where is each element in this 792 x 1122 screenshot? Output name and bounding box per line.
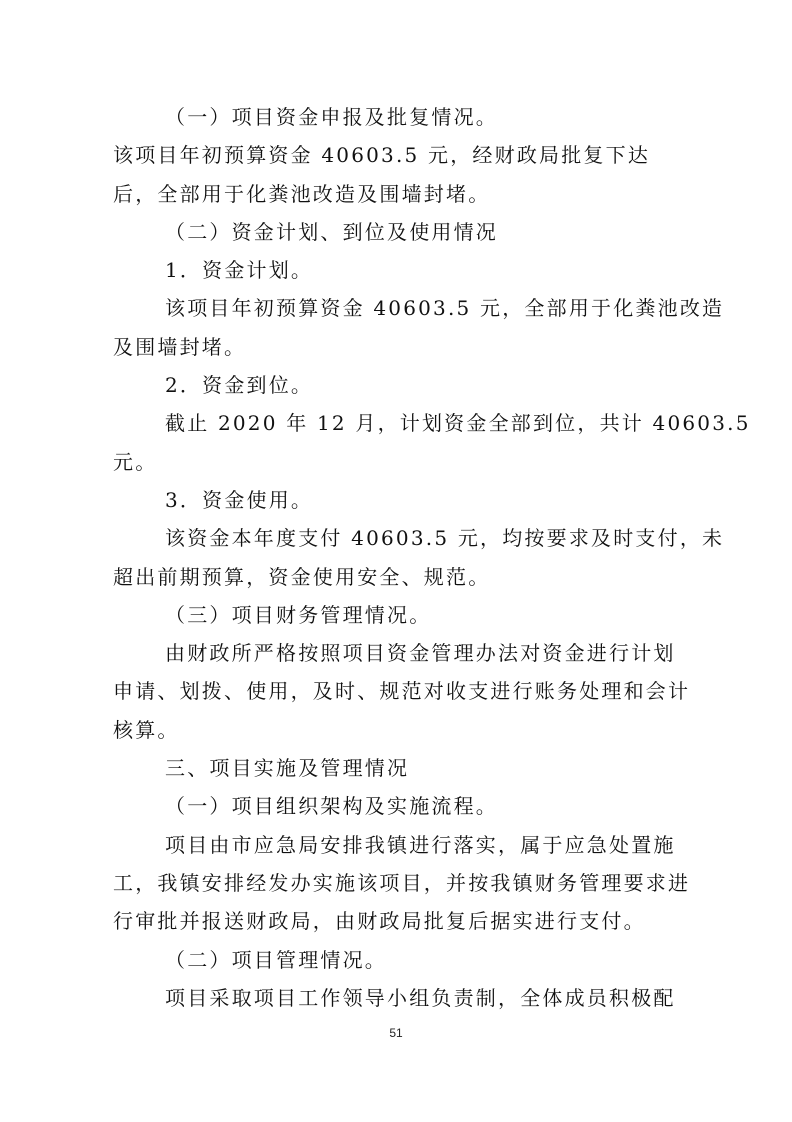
paragraph-budget-approval <box>113 136 675 213</box>
paragraph-organization <box>113 826 691 941</box>
text-line: （二）项目管理情况。 <box>165 947 387 972</box>
text-line: 工，我镇安排经发办实施该项目，并按我镇财务管理要求进 <box>113 870 691 895</box>
heading-funding-usage <box>113 481 675 519</box>
page-number: 51 <box>389 1026 403 1040</box>
paragraph-funding-arrival <box>113 404 751 481</box>
text-line: 及围墙封堵。 <box>113 334 247 359</box>
text-line: 项目由市应急局安排我镇进行落实，属于应急处置施 <box>165 832 676 857</box>
document-body <box>113 98 751 1017</box>
text-line: 该项目年初预算资金 40603.5 元，经财政局批复下达 <box>113 143 651 168</box>
text-line: 截止 2020 年 12 月，计划资金全部到位，共计 40603.5 <box>165 411 751 436</box>
text-line: 元。 <box>113 449 158 474</box>
paragraph-funding-usage <box>113 519 725 596</box>
text-line: 1．资金计划。 <box>165 258 314 283</box>
heading-organization <box>113 787 675 825</box>
text-line: 2．资金到位。 <box>165 373 314 398</box>
text-line: 申请、划拨、使用，及时、规范对收支进行账务处理和会计 <box>113 679 691 704</box>
heading-funding-application <box>113 98 675 136</box>
text-line: 行审批并报送财政局，由财政局批复后据实进行支付。 <box>113 909 646 934</box>
paragraph-funding-plan <box>113 289 725 366</box>
text-line: 后，全部用于化粪池改造及围墙封堵。 <box>113 181 491 206</box>
heading-funding-plan-usage <box>113 213 675 251</box>
text-line: 超出前期预算，资金使用安全、规范。 <box>113 564 491 589</box>
paragraph-financial-management <box>113 634 691 749</box>
paragraph-project-management <box>113 979 675 1017</box>
text-line: 3．资金使用。 <box>165 487 314 512</box>
text-line: 由财政所严格按照项目资金管理办法对资金进行计划 <box>165 641 676 666</box>
text-line: 该资金本年度支付 40603.5 元，均按要求及时支付，未 <box>165 526 725 551</box>
text-line: （二）资金计划、到位及使用情况 <box>165 219 498 244</box>
heading-financial-management <box>113 596 675 634</box>
heading-funding-arrival <box>113 366 675 404</box>
text-line: 项目采取项目工作领导小组负责制，全体成员积极配 <box>165 985 676 1010</box>
text-line: （三）项目财务管理情况。 <box>165 602 432 627</box>
text-line: 该项目年初预算资金 40603.5 元，全部用于化粪池改造 <box>165 296 725 321</box>
text-line: 核算。 <box>113 717 180 742</box>
text-line: （一）项目组织架构及实施流程。 <box>165 794 498 819</box>
heading-project-management <box>113 941 675 979</box>
heading-implementation <box>113 749 675 787</box>
heading-funding-plan <box>113 251 675 289</box>
text-line: 三、项目实施及管理情况 <box>165 756 410 781</box>
text-line: （一）项目资金申报及批复情况。 <box>165 105 498 129</box>
